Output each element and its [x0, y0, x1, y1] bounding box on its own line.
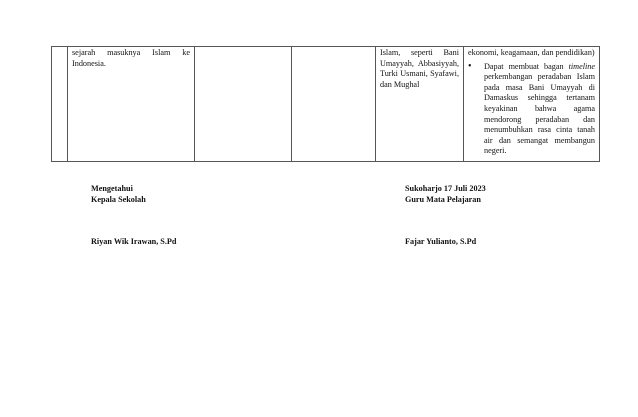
place-date: Sukoharjo 17 Juli 2023 [405, 184, 486, 193]
list-item [468, 62, 595, 157]
cell-objectives [464, 47, 600, 162]
acknowledged-label: Mengetahui [91, 184, 133, 193]
cell-empty-1 [195, 47, 292, 162]
objective-text-end: perkembangan peradaban Islam pada masa Bani Umayyah di Damaskus sehingga tertanam keyakinan bahwa agama mendorong peradaban dan menumbuhkan rasa cinta tanah air dan semangat membangun negeri. [484, 72, 595, 156]
cell-materi: sejarah masuknya Islam ke Indonesia. [68, 47, 195, 162]
teacher-title: Guru Mata Pelajaran [405, 195, 481, 204]
cell-empty-2 [292, 47, 376, 162]
rpp-table [51, 46, 600, 162]
teacher-name: Fajar Yulianto, S.Pd [405, 237, 477, 246]
principal-name-block [91, 236, 176, 247]
cell-dynasties: Islam, seperti Bani Umayyah, Abbasiyyah, Turki Usmani, Syafawi, dan Mughal [376, 47, 464, 162]
objective-italic-term: timeline [568, 61, 595, 71]
signature-right-block [405, 183, 486, 205]
table-row [52, 47, 600, 162]
cell-number [52, 47, 68, 162]
objective-list [468, 62, 595, 157]
principal-title: Kepala Sekolah [91, 195, 146, 204]
signature-left-block [91, 183, 146, 205]
objective-text-start: Dapat membuat bagan [484, 61, 564, 71]
principal-name: Riyan Wik Irawan, S.Pd [91, 237, 177, 246]
objective-continued-text: ekonomi, keagamaan, dan pendidikan) [468, 48, 595, 57]
teacher-name-block [405, 236, 476, 247]
